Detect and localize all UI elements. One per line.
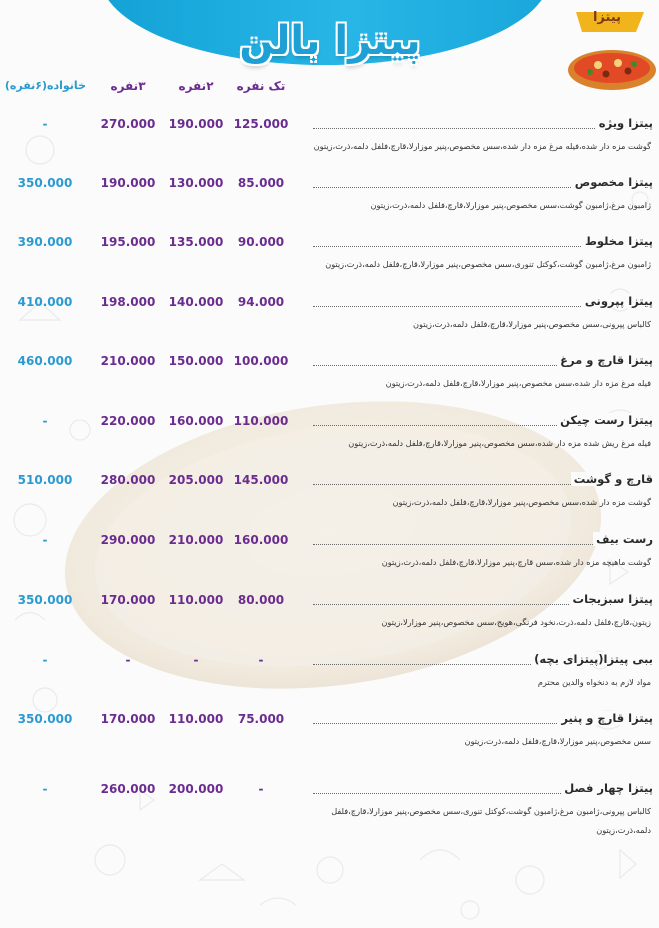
menu-item	[0, 294, 659, 354]
item-description: فیله مرغ مزه دار شده،سس مخصوص،پنیر موزارلا،قارچ،فلفل دلمه،ذرت،زیتون	[385, 378, 651, 388]
price-two: 190.000	[168, 117, 224, 131]
price-family: -	[42, 117, 48, 131]
price-three: 210.000	[100, 354, 156, 368]
price-two: 110.000	[168, 712, 224, 726]
price-two: 150.000	[168, 354, 224, 368]
item-name-line	[313, 234, 653, 252]
price-three: 195.000	[100, 235, 156, 249]
item-name-line	[313, 413, 653, 431]
price-two: 110.000	[168, 593, 224, 607]
item-description: گوشت مزه دار شده،فیله مرغ مزه دار شده،سس مخصوص،پنیر موزارلا،قارچ،فلفل دلمه،ذرت،زیتون	[313, 141, 651, 151]
price-family: -	[42, 533, 48, 547]
page-title: پیتزا بالن	[239, 18, 421, 64]
price-single: -	[258, 653, 264, 667]
price-single: 110.000	[233, 414, 289, 428]
item-name-line	[313, 781, 653, 799]
price-three: 220.000	[100, 414, 156, 428]
item-name-line	[313, 175, 653, 193]
item-description: فیله مرغ ریش شده مزه دار شده،سس مخصوص،پنیر موزارلا،قارچ،فلفل دلمه،ذرت،زیتون	[348, 438, 651, 448]
price-three: 280.000	[100, 473, 156, 487]
price-two: 210.000	[168, 533, 224, 547]
item-name: پیتزا رست چیکن	[557, 413, 653, 427]
item-name: پیتزا سبزیجات	[570, 592, 653, 606]
price-two: 135.000	[168, 235, 224, 249]
item-name-line	[313, 592, 653, 610]
menu-item	[0, 532, 659, 592]
price-family: 460.000	[17, 354, 73, 368]
price-single: 75.000	[237, 712, 285, 726]
price-two: 160.000	[168, 414, 224, 428]
menu-item	[0, 116, 659, 176]
price-family: 410.000	[17, 295, 73, 309]
logo-label: پیتزا	[592, 10, 622, 25]
column-header-three: ۳نفره	[110, 79, 146, 93]
price-three: 170.000	[100, 593, 156, 607]
item-description: ژامبون مرغ،ژامبون گوشت،کوکتل تنوری،سس مخصوص،پنیر موزارلا،قارچ،فلفل دلمه،ذرت،زیتون	[325, 259, 651, 269]
item-name: پیتزا قارچ و مرغ	[557, 353, 653, 367]
price-single: 80.000	[237, 593, 285, 607]
price-two: 140.000	[168, 295, 224, 309]
column-header-single: تک نفره	[236, 79, 286, 93]
item-name-line	[313, 472, 653, 490]
menu-item	[0, 592, 659, 652]
menu-item	[0, 472, 659, 532]
price-family: 350.000	[17, 176, 73, 190]
item-name: رست بیف	[593, 532, 653, 546]
price-single: -	[258, 782, 264, 796]
item-description: گوشت ماهیچه مزه دار شده،سس قارچ،پنیر موزارلا،قارچ،فلفل دلمه،ذرت،زیتون	[381, 557, 651, 567]
price-three: 270.000	[100, 117, 156, 131]
item-name-line	[313, 652, 653, 670]
item-name-line	[313, 532, 653, 550]
price-two: 200.000	[168, 782, 224, 796]
item-description: کالباس پپرونی،ژامبون مرغ،ژامبون گوشت،کوکتل تنوری،سس مخصوص،پنیر موزارلا،قارچ،فلفل دلمه،ذرت،زیتون	[331, 806, 651, 835]
item-name-line	[313, 711, 653, 729]
price-two: -	[193, 653, 199, 667]
price-single: 85.000	[237, 176, 285, 190]
price-family: 390.000	[17, 235, 73, 249]
price-family: -	[42, 414, 48, 428]
price-three: 190.000	[100, 176, 156, 190]
menu-item	[0, 711, 659, 771]
item-name: پیتزا مخصوص	[572, 175, 653, 189]
price-three: 260.000	[100, 782, 156, 796]
item-name: پیتزا قارچ و پنیر	[558, 711, 653, 725]
price-three: 198.000	[100, 295, 156, 309]
price-two: 205.000	[168, 473, 224, 487]
price-single: 100.000	[233, 354, 289, 368]
column-header-two: ۲نفره	[178, 79, 214, 93]
item-description: سس مخصوص،پنیر موزارلا،قارچ،فلفل دلمه،ذرت،زیتون	[464, 736, 651, 746]
item-name: پیتزا ویژه	[596, 116, 653, 130]
price-single: 145.000	[233, 473, 289, 487]
item-description: کالباس پپرونی،سس مخصوص،پنیر موزارلا،قارچ،فلفل دلمه،ذرت،زیتون	[413, 319, 651, 329]
price-three: -	[125, 653, 131, 667]
price-family: -	[42, 653, 48, 667]
price-single: 160.000	[233, 533, 289, 547]
menu-item	[0, 652, 659, 712]
price-single: 94.000	[237, 295, 285, 309]
item-name: پیتزا چهار فصل	[561, 781, 653, 795]
menu-item	[0, 175, 659, 235]
price-single: 125.000	[233, 117, 289, 131]
item-description: ژامبون مرغ،ژامبون گوشت،سس مخصوص،پنیر موزارلا،قارچ،فلفل دلمه،ذرت،زیتون	[370, 200, 651, 210]
price-single: 90.000	[237, 235, 285, 249]
menu-item	[0, 413, 659, 473]
item-name-line	[313, 116, 653, 134]
menu-item	[0, 353, 659, 413]
item-description: مواد لازم به دنخواه والدین محترم	[537, 677, 651, 687]
price-family: -	[42, 782, 48, 796]
price-two: 130.000	[168, 176, 224, 190]
item-name-line	[313, 353, 653, 371]
price-family: 350.000	[17, 712, 73, 726]
item-name-line	[313, 294, 653, 312]
item-name: قارچ و گوشت	[571, 472, 653, 486]
price-three: 170.000	[100, 712, 156, 726]
item-name: پیتزا پپرونی	[582, 294, 653, 308]
price-family: 510.000	[17, 473, 73, 487]
column-header-family: خانواده(۶نفره)	[4, 79, 86, 92]
item-description: گوشت مزه دار شده،سس مخصوص،پنیر موزارلا،قارچ،فلفل دلمه،ذرت،زیتون	[392, 497, 651, 507]
price-three: 290.000	[100, 533, 156, 547]
item-description: زیتون،قارچ،فلفل دلمه،ذرت،نخود فرنگی،هویج،سس مخصوص،پنیر موزارلا،زیتون	[381, 617, 651, 627]
price-family: 350.000	[17, 593, 73, 607]
item-name: پیتزا مخلوط	[582, 234, 653, 248]
menu-item	[0, 234, 659, 294]
menu-item	[0, 781, 659, 841]
item-name: ببی پیتزا(پیتزای بچه)	[531, 652, 653, 666]
